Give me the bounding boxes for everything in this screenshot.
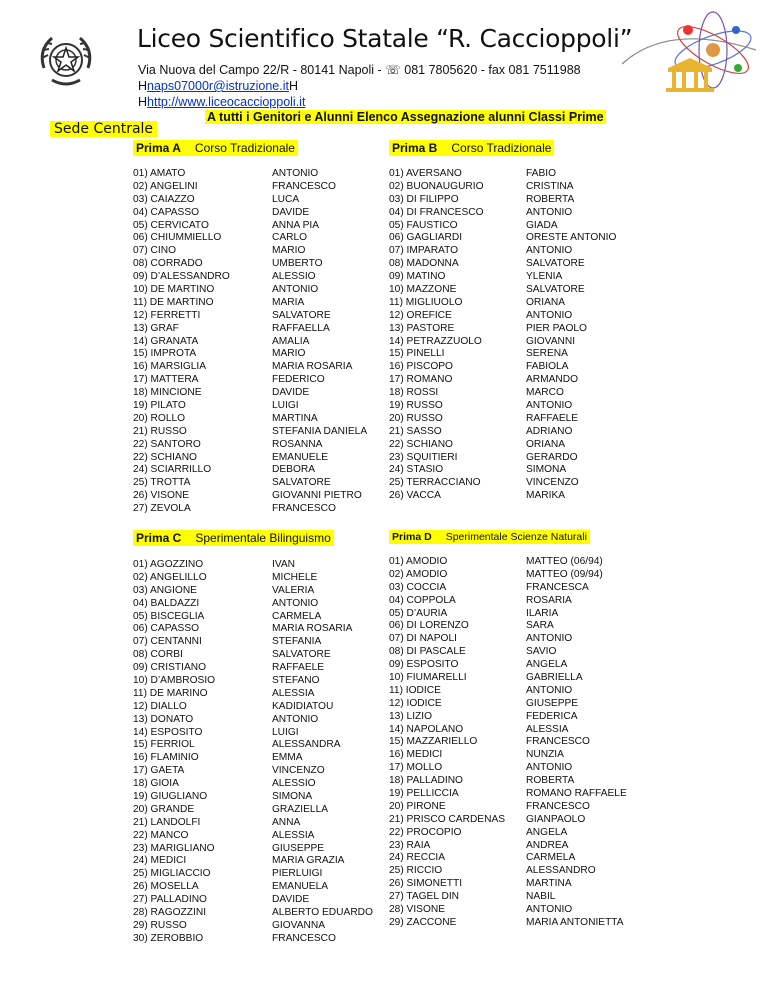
student-firstname: MARTINA	[526, 878, 572, 890]
student-firstname: MARIKA	[526, 490, 566, 502]
student-firstname: ANDREA	[526, 839, 569, 851]
student-firstname: SIMONA	[526, 464, 567, 476]
student-surname: 04) BALDAZZI	[133, 597, 200, 609]
email-suffix: H	[288, 79, 298, 93]
student-firstname: STEFANO	[272, 675, 320, 687]
student-surname: 15) PINELLI	[389, 348, 445, 360]
student-surname: 01) AMODIO	[389, 556, 448, 567]
class-name: Prima C	[136, 531, 182, 545]
student-firstname: ANNA	[272, 816, 301, 828]
student-surname: 23) RAIA	[389, 839, 431, 851]
student-surname: 14) NAPOLANO	[389, 723, 464, 735]
student-firstname: PIER PAOLO	[526, 322, 587, 334]
student-surname: 01) AMATO	[133, 168, 186, 179]
student-firstname: FRANCESCO	[526, 736, 590, 748]
student-firstname: MARIA ROSARIA	[272, 361, 353, 373]
student-firstname: MARIA GRAZIA	[272, 855, 345, 867]
student-surname: 24) SCIARRILLO	[133, 464, 212, 476]
student-firstname: VINCENZO	[272, 765, 325, 777]
student-firstname: ALESSIO	[272, 271, 316, 283]
class-name: Prima D	[392, 531, 432, 543]
student-firstname: ANGELA	[526, 826, 568, 838]
student-surname: 06) GAGLIARDI	[389, 232, 463, 244]
student-firstname: FRANCESCO	[272, 180, 336, 192]
student-firstname: MARCO	[526, 387, 564, 399]
student-firstname: FRANCESCA	[526, 581, 589, 593]
email-line	[138, 79, 298, 93]
student-surname: 07) CINO	[133, 245, 177, 257]
student-firstname: MICHELE	[272, 571, 318, 583]
student-firstname: ALESSANDRA	[272, 739, 341, 751]
student-surname: 16) PISCOPO	[389, 361, 453, 373]
student-surname: 15) FERRIOL	[133, 739, 195, 751]
student-firstname: ANTONIO	[526, 904, 573, 916]
student-surname: 11) DE MARTINO	[133, 296, 214, 308]
student-firstname: ANTONIO	[526, 400, 573, 412]
student-firstname: NABIL	[526, 891, 556, 903]
class-block-prima-d	[389, 530, 639, 950]
student-firstname: SALVATORE	[272, 477, 331, 489]
student-firstname: SALVATORE	[526, 284, 585, 296]
student-surname: 12) IODICE	[389, 697, 442, 709]
student-surname: 19) GIUGLIANO	[133, 791, 208, 803]
student-firstname: ROSANNA	[272, 438, 323, 450]
student-firstname: RAFFAELLA	[272, 322, 330, 334]
student-surname: 12) FERRETTI	[133, 309, 201, 321]
student-firstname: ALESSANDRO	[526, 865, 596, 877]
student-firstname: ANTONIO	[272, 284, 319, 296]
student-firstname: EMMA	[272, 752, 303, 764]
student-surname: 22) MANCO	[133, 829, 189, 841]
student-surname: 11) DE MARINO	[133, 687, 208, 699]
student-surname: 11) IODICE	[389, 684, 441, 696]
student-surname: 18) MINCIONE	[133, 387, 202, 399]
student-firstname: GERARDO	[526, 451, 578, 463]
student-surname: 13) LIZIO	[389, 710, 433, 722]
student-surname: 05) D’AURIA	[389, 607, 448, 619]
student-firstname: ILARIA	[526, 607, 559, 619]
student-surname: 01) AVERSANO	[389, 168, 462, 179]
student-surname: 28) RAGOZZINI	[133, 907, 207, 919]
student-firstname: SALVATORE	[272, 649, 331, 661]
student-surname: 03) DI FILIPPO	[389, 193, 459, 205]
student-surname: 03) ANGIONE	[133, 584, 197, 596]
email-link[interactable]: naps07000r@istruzione.it	[147, 79, 289, 93]
student-firstname: FRANCESCO	[272, 932, 336, 944]
course-name: Sperimentale Scienze Naturali	[445, 531, 587, 543]
student-surname: 10) DE MARTINO	[133, 284, 215, 296]
student-surname: 27) ZEVOLA	[133, 503, 191, 515]
student-firstname: ANTONIO	[526, 309, 573, 321]
student-firstname: AMALIA	[272, 335, 310, 347]
student-firstname: PIERLUIGI	[272, 868, 323, 880]
firstname-column	[526, 168, 616, 503]
firstname-column	[272, 559, 373, 946]
student-surname: 10) MAZZONE	[389, 284, 457, 296]
student-firstname: GRAZIELLA	[272, 803, 329, 815]
student-firstname: MATTEO (09/94)	[526, 568, 603, 580]
student-firstname: ADRIANO	[526, 425, 573, 437]
student-firstname: MARIA ROSARIA	[272, 623, 353, 635]
student-surname: 12) DIALLO	[133, 700, 187, 712]
student-firstname: GIANPAOLO	[526, 813, 586, 825]
student-surname: 17) GAETA	[133, 765, 185, 777]
student-surname: 05) CERVICATO	[133, 219, 209, 231]
student-surname: 09) D’ALESSANDRO	[133, 271, 230, 283]
student-surname: 08) DI PASCALE	[389, 646, 466, 658]
student-firstname: GIUSEPPE	[526, 697, 579, 709]
student-surname: 08) MADONNA	[389, 258, 459, 270]
student-firstname: FEDERICA	[526, 710, 578, 722]
student-firstname: SAVIO	[526, 646, 557, 658]
student-firstname: ANTONIO	[526, 762, 573, 774]
student-surname: 08) CORRADO	[133, 258, 203, 270]
student-firstname: ANGELA	[526, 659, 568, 671]
student-surname: 30) ZEROBBIO	[133, 932, 204, 944]
student-firstname: KADIDIATOU	[272, 700, 334, 712]
student-surname: 21) LANDOLFI	[133, 816, 201, 828]
student-surname: 20) ROLLO	[133, 412, 186, 424]
student-surname: 18) PALLADINO	[389, 775, 463, 787]
student-firstname: LUIGI	[272, 400, 299, 412]
phone-fax: 081 7805620 - fax 081 7511988	[404, 63, 581, 77]
student-surname: 20) GRANDE	[133, 803, 195, 815]
student-firstname: NUNZIA	[526, 749, 564, 761]
student-firstname: DAVIDE	[272, 387, 310, 399]
student-surname: 07) IMPARATO	[389, 245, 459, 257]
student-firstname: VINCENZO	[526, 477, 579, 489]
italian-republic-emblem	[34, 28, 98, 92]
student-surname: 14) ESPOSITO	[133, 726, 203, 738]
student-firstname: ROBERTA	[526, 775, 575, 787]
student-firstname: GIUSEPPE	[272, 842, 325, 854]
class-name: Prima A	[136, 141, 181, 155]
student-firstname: MATTEO (06/94)	[526, 556, 603, 567]
student-surname: 27) PALLADINO	[133, 894, 207, 906]
notice-banner: A tutti i Genitori e Alunni Elenco Assegnazione alunni Classi Prime	[207, 110, 604, 124]
student-surname: 17) MATTERA	[133, 374, 199, 386]
school-logo-atom-temple	[618, 10, 758, 102]
student-surname: 16) FLAMINIO	[133, 752, 199, 764]
student-surname: 26) SIMONETTI	[389, 878, 463, 890]
sede-label: Sede Centrale	[50, 121, 157, 137]
student-surname: 02) BUONAUGURIO	[389, 180, 484, 192]
student-surname: 13) PASTORE	[389, 322, 455, 334]
surname-column	[133, 559, 215, 946]
student-firstname: DEBORA	[272, 464, 316, 476]
student-firstname: SALVATORE	[526, 258, 585, 270]
student-firstname: VALERIA	[272, 584, 315, 596]
student-surname: 15) IMPROTA	[133, 348, 197, 360]
student-firstname: ALESSIA	[272, 687, 315, 699]
class-heading	[389, 140, 554, 156]
student-surname: 01) AGOZZINO	[133, 559, 204, 570]
address: Via Nuova del Campo 22/R - 80141 Napoli -	[138, 63, 382, 77]
student-firstname: CARLO	[272, 232, 308, 244]
student-firstname: GIOVANNA	[272, 919, 326, 931]
student-firstname: CARMELA	[272, 610, 322, 622]
student-surname: 22) SCHIANO	[133, 451, 197, 463]
student-surname: 19) PILATO	[133, 400, 186, 412]
student-firstname: ROMANO RAFFAELE	[526, 788, 627, 800]
student-firstname: EMANUELE	[272, 451, 329, 463]
student-firstname: ORIANA	[526, 296, 566, 308]
student-surname: 02) ANGELILLO	[133, 571, 207, 583]
student-firstname: ANTONIO	[526, 245, 573, 257]
student-surname: 28) VISONE	[389, 904, 446, 916]
student-surname: 26) MOSELLA	[133, 881, 199, 893]
student-firstname: STEFANIA DANIELA	[272, 425, 368, 437]
telephone-icon: ☏	[385, 63, 401, 77]
student-firstname: ANTONIO	[272, 168, 319, 179]
student-surname: 24) STASIO	[389, 464, 444, 476]
firstname-column	[272, 168, 367, 516]
student-surname: 26) VISONE	[133, 490, 190, 502]
student-surname: 04) DI FRANCESCO	[389, 206, 484, 218]
student-surname: 04) CAPASSO	[133, 206, 200, 218]
student-firstname: ANTONIO	[272, 713, 319, 725]
student-surname: 04) COPPOLA	[389, 594, 456, 606]
student-firstname: GIADA	[526, 219, 558, 231]
student-surname: 06) DI LORENZO	[389, 620, 469, 632]
student-surname: 25) TROTTA	[133, 477, 191, 489]
student-firstname: UMBERTO	[272, 258, 323, 270]
student-surname: 21) SASSO	[389, 425, 442, 437]
student-surname: 10) FIUMARELLI	[389, 672, 467, 684]
course-name: Corso Tradizionale	[194, 141, 295, 155]
student-surname: 24) MEDICI	[133, 855, 187, 867]
student-surname: 09) MATINO	[389, 271, 446, 283]
student-firstname: GABRIELLA	[526, 672, 583, 684]
student-surname: 05) BISCEGLIA	[133, 610, 205, 622]
school-title: Liceo Scientifico Statale “R. Caccioppoli”	[137, 24, 633, 53]
student-surname: 18) ROSSI	[389, 387, 439, 399]
student-firstname: FABIO	[526, 168, 557, 179]
student-firstname: YLENIA	[526, 271, 563, 283]
student-firstname: ALESSIO	[272, 778, 316, 790]
student-surname: 03) CAIAZZO	[133, 193, 195, 205]
student-surname: 29) RUSSO	[133, 919, 187, 931]
web-prefix: H	[138, 95, 148, 109]
website-link[interactable]: http://www.liceocaccioppoli.it	[147, 95, 306, 109]
student-firstname: RAFFAELE	[272, 662, 325, 674]
student-firstname: ANTONIO	[526, 684, 573, 696]
student-firstname: GIOVANNI	[526, 335, 576, 347]
student-surname: 10) D’AMBROSIO	[133, 675, 216, 687]
student-firstname: ARMANDO	[526, 374, 579, 386]
student-firstname: ALESSIA	[272, 829, 315, 841]
student-firstname: DAVIDE	[272, 894, 310, 906]
student-surname: 22) SCHIANO	[389, 438, 453, 450]
student-surname: 17) MOLLO	[389, 762, 443, 774]
student-surname: 13) DONATO	[133, 713, 194, 725]
surname-column	[389, 556, 505, 930]
student-firstname: ANTONIO	[272, 597, 319, 609]
student-surname: 19) RUSSO	[389, 400, 443, 412]
student-surname: 29) ZACCONE	[389, 916, 457, 928]
student-surname: 18) GIOIA	[133, 778, 179, 790]
class-block-prima-b	[389, 140, 629, 520]
student-surname: 09) CRISTIANO	[133, 662, 207, 674]
student-surname: 02) AMODIO	[389, 568, 448, 580]
student-surname: 27) TAGEL DIN	[389, 891, 460, 903]
student-firstname: ALESSIA	[526, 723, 569, 735]
student-firstname: IVAN	[272, 559, 296, 570]
student-firstname: CARMELA	[526, 852, 576, 864]
student-firstname: DAVIDE	[272, 206, 310, 218]
class-name: Prima B	[392, 141, 438, 155]
student-surname: 13) GRAF	[133, 322, 179, 334]
class-heading	[133, 530, 334, 546]
student-surname: 16) MEDICI	[389, 749, 443, 761]
student-firstname: MARIA ANTONIETTA	[526, 916, 624, 928]
student-firstname: ROSARIA	[526, 594, 572, 606]
student-surname: 08) CORBI	[133, 649, 183, 661]
student-firstname: SIMONA	[272, 791, 313, 803]
student-firstname: GIOVANNI PIETRO	[272, 490, 362, 502]
student-firstname: SERENA	[526, 348, 568, 360]
student-surname: 25) TERRACCIANO	[389, 477, 481, 489]
student-firstname: STEFANIA	[272, 636, 322, 648]
surname-column	[389, 168, 484, 503]
student-surname: 06) CHIUMMIELLO	[133, 232, 222, 244]
student-firstname: RAFFAELE	[526, 412, 579, 424]
student-firstname: LUCA	[272, 193, 300, 205]
student-firstname: ANTONIO	[526, 633, 573, 645]
class-block-prima-a	[133, 140, 373, 520]
student-surname: 25) RICCIO	[389, 865, 443, 877]
student-surname: 17) ROMANO	[389, 374, 453, 386]
student-firstname: EMANUELA	[272, 881, 329, 893]
student-surname: 07) DI NAPOLI	[389, 633, 457, 645]
student-firstname: ORESTE ANTONIO	[526, 232, 617, 244]
student-surname: 11) MIGLIUOLO	[389, 296, 463, 308]
student-surname: 23) SQUITIERI	[389, 451, 458, 463]
student-firstname: SALVATORE	[272, 309, 331, 321]
student-surname: 20) RUSSO	[389, 412, 443, 424]
student-surname: 16) MARSIGLIA	[133, 361, 207, 373]
student-surname: 24) RECCIA	[389, 852, 446, 864]
course-name: Sperimentale Bilinguismo	[195, 531, 331, 545]
student-firstname: MARTINA	[272, 412, 318, 424]
student-surname: 22) SANTORO	[133, 438, 201, 450]
student-surname: 12) OREFICE	[389, 309, 452, 321]
email-prefix: H	[138, 79, 148, 93]
student-surname: 25) MIGLIACCIO	[133, 868, 211, 880]
student-surname: 05) FAUSTICO	[389, 219, 458, 231]
address-line	[138, 62, 581, 77]
course-name: Corso Tradizionale	[451, 141, 552, 155]
student-firstname: ANNA PIA	[272, 219, 319, 231]
student-surname: 23) MARIGLIANO	[133, 842, 215, 854]
student-firstname: MARIO	[272, 245, 306, 257]
firstname-column	[526, 556, 627, 930]
student-surname: 20) PIRONE	[389, 800, 446, 812]
class-block-prima-c	[133, 530, 373, 960]
student-surname: 15) MAZZARIELLO	[389, 736, 478, 748]
student-firstname: ALBERTO EDUARDO	[272, 907, 373, 919]
student-firstname: FABIOLA	[526, 361, 569, 373]
student-firstname: FEDERICO	[272, 374, 325, 386]
student-surname: 22) PROCOPIO	[389, 826, 462, 838]
student-surname: 21) RUSSO	[133, 425, 187, 437]
student-firstname: LUIGI	[272, 726, 299, 738]
student-firstname: CRISTINA	[526, 180, 574, 192]
class-heading	[389, 530, 590, 544]
surname-column	[133, 168, 230, 516]
student-surname: 09) ESPOSITO	[389, 659, 459, 671]
student-firstname: ANTONIO	[526, 206, 573, 218]
student-firstname: ORIANA	[526, 438, 566, 450]
student-firstname: MARIO	[272, 348, 306, 360]
website-line	[138, 95, 305, 109]
student-surname: 03) COCCIA	[389, 581, 447, 593]
student-surname: 02) ANGELINI	[133, 180, 198, 192]
student-firstname: ROBERTA	[526, 193, 575, 205]
student-firstname: FRANCESCO	[526, 800, 590, 812]
student-surname: 14) PETRAZZUOLO	[389, 335, 482, 347]
student-firstname: FRANCESCO	[272, 503, 336, 515]
student-surname: 14) GRANATA	[133, 335, 199, 347]
student-surname: 06) CAPASSO	[133, 623, 200, 635]
student-surname: 07) CENTANNI	[133, 636, 202, 648]
student-surname: 26) VACCA	[389, 490, 441, 502]
student-surname: 19) PELLICCIA	[389, 788, 459, 800]
student-surname: 21) PRISCO CARDENAS	[389, 813, 506, 825]
class-heading	[133, 140, 298, 156]
student-firstname: MARIA	[272, 296, 305, 308]
student-firstname: SARA	[526, 620, 554, 632]
